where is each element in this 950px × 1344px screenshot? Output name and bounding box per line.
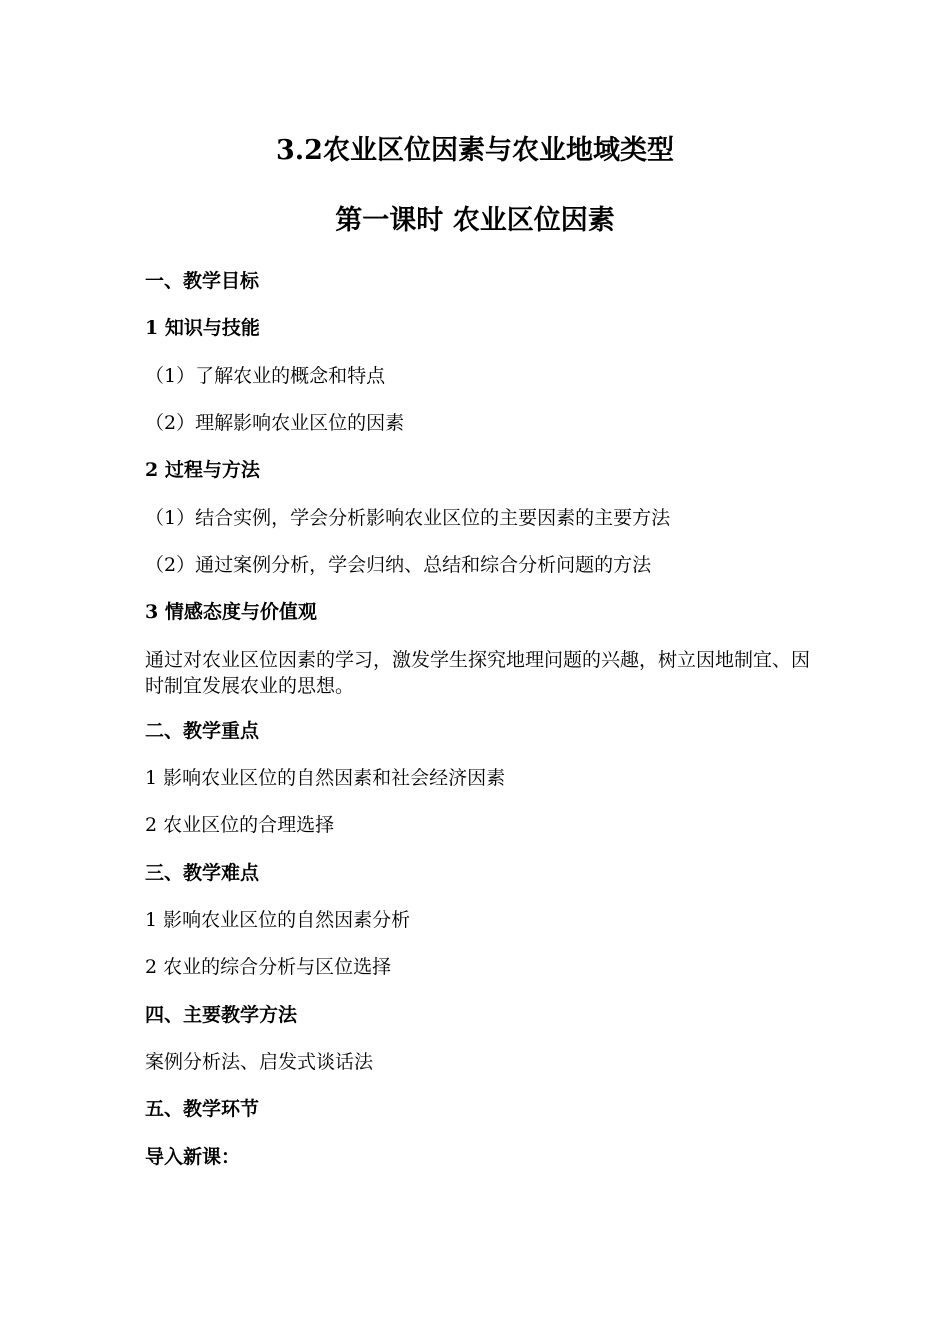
- subheading-introduction: 导入新课：: [145, 1146, 241, 1168]
- list-item: 1 影响农业区位的自然因素分析: [145, 909, 411, 931]
- list-item: （1）结合实例，学会分析影响农业区位的主要因素的主要方法: [145, 507, 671, 529]
- lesson-subtitle: 第一课时 农业区位因素: [335, 205, 615, 236]
- list-item: （2）通过案例分析，学会归纳、总结和综合分析问题的方法: [145, 554, 652, 576]
- list-item: （1）了解农业的概念和特点: [145, 365, 386, 387]
- paragraph-methods: 案例分析法、启发式谈话法: [145, 1051, 374, 1073]
- paragraph-attitudes: 通过对农业区位因素的学习，激发学生探究地理问题的兴趣，树立因地制宜、因时制宜发展农业的思想。: [145, 649, 811, 697]
- list-item: 1 影响农业区位的自然因素和社会经济因素: [145, 767, 506, 789]
- list-item: 2 农业区位的合理选择: [145, 814, 335, 836]
- section-heading-methods: 四、主要教学方法: [145, 1004, 298, 1026]
- subheading-process-methods: 2 过程与方法: [145, 459, 260, 481]
- subheading-knowledge-skills: 1 知识与技能: [145, 317, 260, 339]
- list-item: 2 农业的综合分析与区位选择: [145, 956, 392, 978]
- section-heading-key-points: 二、教学重点: [145, 720, 260, 742]
- subheading-attitudes-values: 3 情感态度与价值观: [145, 601, 317, 623]
- section-heading-objectives: 一、教学目标: [145, 270, 260, 292]
- document-title: 3.2农业区位因素与农业地域类型: [276, 135, 674, 166]
- list-item: （2）理解影响农业区位的因素: [145, 412, 405, 434]
- section-heading-difficulties: 三、教学难点: [145, 862, 260, 884]
- section-heading-teaching-steps: 五、教学环节: [145, 1098, 260, 1120]
